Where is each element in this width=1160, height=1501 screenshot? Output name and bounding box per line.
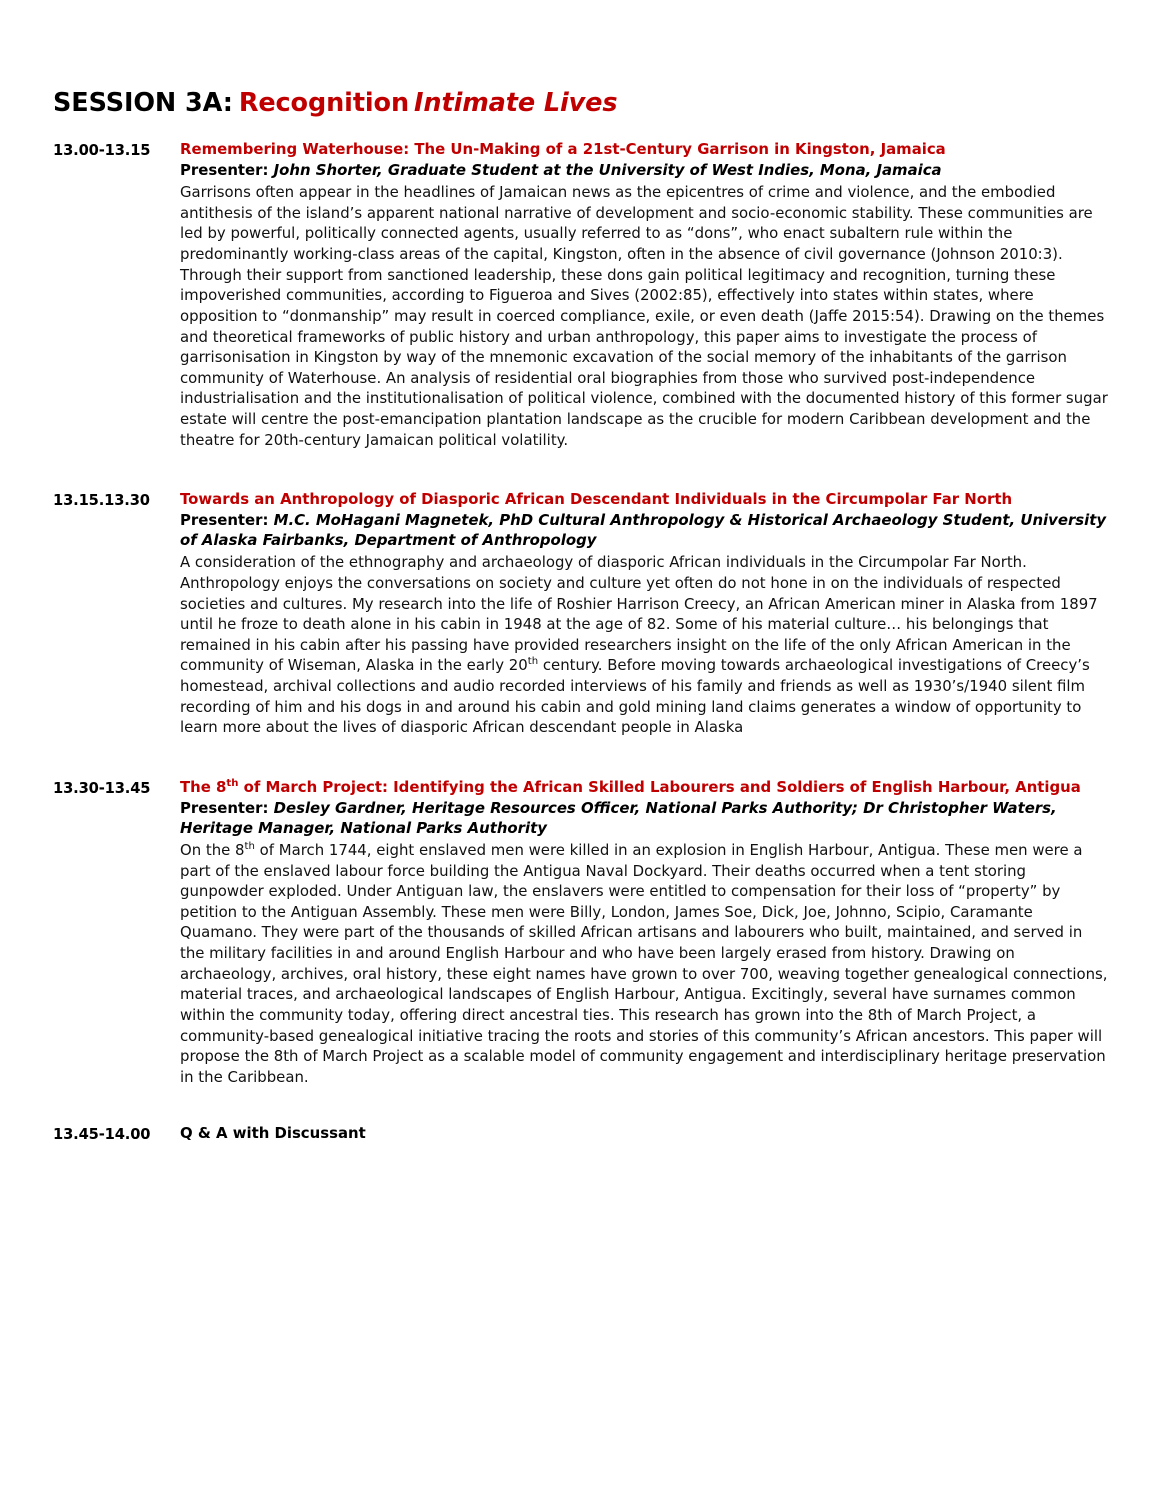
session-entry [53,1124,1108,1145]
presenter-label: Presenter: [180,798,269,817]
presenter-names: Desley Gardner, Heritage Resources Officer, National Parks Authority; Dr Christopher Waters, Heritage Manager, National Parks Authority [180,798,1057,837]
talk-title-ordinal-suffix: th [226,778,239,790]
page-title [53,88,1108,118]
entry-body [180,140,1108,450]
presenter-line [180,799,1108,839]
abstract-ordinal-suffix: th [244,840,255,852]
entry-time: 13.00-13.15 [53,142,151,160]
presenter-line [180,161,1108,181]
abstract-text [180,840,1108,1088]
talk-title: Remembering Waterhouse: The Un-Making of a 21st-Century Garrison in Kingston, Jamaica [180,140,946,159]
entry-body [180,1124,1108,1144]
entry-time: 13.15.13.30 [53,492,150,510]
presenter-label: Presenter: [180,511,269,530]
session-entry [53,490,1108,738]
talk-title [180,778,1108,798]
presenter-label: Presenter: [180,161,269,180]
presenter-names: M.C. MoHagani Magnetek, PhD Cultural Anthropology & Historical Archaeology Student, University of Alaska Fairbanks, Department of Anthropology [180,511,1107,550]
entry-body [180,490,1108,738]
talk-title-part-2: of March Project: Identifying the African Skilled Labourers and Soldiers of English Harbour, Antigua [238,778,1081,797]
entry-body [180,778,1108,1088]
abstract-part-1: A consideration of the ethnography and archaeology of diasporic African individuals in the Circumpolar Far North. Anthropology enjoys the conversations on society and culture yet often do not hone in on the individuals of respected societies and cultures. My research into the life of Roshier Harrison Creecy, an African American miner in Alaska from 1897 until he froze to death alone in his cabin in 1948 at the age of 82. Some of his material culture… his belongings that remained in his cabin after his passing have provided researchers insight on the life of the only African American in the community of Wiseman, Alaska in the early 20 [180,553,1098,675]
abstract-text [180,552,1108,738]
abstract-part-1: On the 8 [180,840,245,859]
talk-title: Towards an Anthropology of Diasporic African Descendant Individuals in the Circumpolar Far North [180,490,1013,509]
entry-time: 13.30-13.45 [53,780,151,798]
session-entry [53,140,1108,450]
presenter-names: John Shorter, Graduate Student at the University of West Indies, Mona, Jamaica [273,161,942,180]
session-theme: Recognition [238,88,410,118]
abstract-part-2: of March 1744, eight enslaved men were killed in an explosion in English Harbour, Antigua. These men were a part of the enslaved labour force building the Antigua Naval Dockyard. Their deaths occurred when a tent storing gunpowder exploded. Under Antiguan law, the enslavers were entitled to compensation for their loss of “property” by petition to the Antiguan Assembly. These men were Billy, London, James Soe, Dick, Joe, Johnno, Scipio, Caramante Quamano. They were part of the thousands of skilled African artisans and labourers who built, maintained, and served in the military facilities in and around English Harbour and who have been largely erased from history. Drawing on archaeology, archives, oral history, these eight names have grown to over 700, weaving together genealogical connections, material traces, and archaeological landscapes of English Harbour, Antigua. Excitingly, several have surnames common within the community today, offering direct ancestral ties. This research has grown into the 8th of March Project, a community-based genealogical initiative tracing the roots and stories of this community’s African ancestors. This paper will propose the 8th of March Project as a scalable model of community engagement and interdisciplinary heritage preservation in the Caribbean. [180,840,1108,1086]
qa-title: Q & A with Discussant [180,1123,366,1142]
session-label: SESSION 3A: [53,88,233,118]
talk-title-part-1: The 8 [180,778,227,797]
abstract-text: Garrisons often appear in the headlines of Jamaican news as the epicentres of crime and violence, and the embodied antithesis of the island’s apparent national narrative of development and socio-economic stability. These communities are led by powerful, politically connected agents, usually referred to as “dons”, who enact subaltern rule within the predominantly working-class areas of the capital, Kingston, often in the absence of civil governance (Johnson 2010:3). Through their support from sanctioned leadership, these dons gain political legitimacy and recognition, turning these impoverished communities, according to Figueroa and Sives (2002:85), effectively into states within states, where opposition to “donmanship” may result in coerced compliance, exile, or even death (Jaffe 2015:54). Drawing on the themes and theoretical frameworks of public history and urban anthropology, this paper aims to investigate the process of garrisonisation in Kingston by way of the mnemonic excavation of the social memory of the inhabitants of the garrison community of Waterhouse. An analysis of residential oral biographies from those who survived post-independence industrialisation and the institutionalisation of political violence, combined with the documented history of this former sugar estate will centre the post-emancipation plantation landscape as the crucible for modern Caribbean development and the theatre for 20th-century Jamaican political volatility. [180,183,1108,449]
abstract-part-2: century. Before moving towards archaeological investigations of Creecy’s homestead, archival collections and audio recorded interviews of his family and friends as well as 1930’s/1940 silent film recording of him and his dogs in and around his cabin and gold mining land claims generates a window of opportunity to learn more about the lives of diasporic African descendant people in Alaska [180,656,1090,737]
session-entry [53,778,1108,1088]
entry-time: 13.45-14.00 [53,1125,151,1143]
abstract-ordinal-suffix: th [527,656,539,668]
session-theme-emphasis: Intimate Lives [414,88,618,118]
presenter-line [180,511,1108,551]
